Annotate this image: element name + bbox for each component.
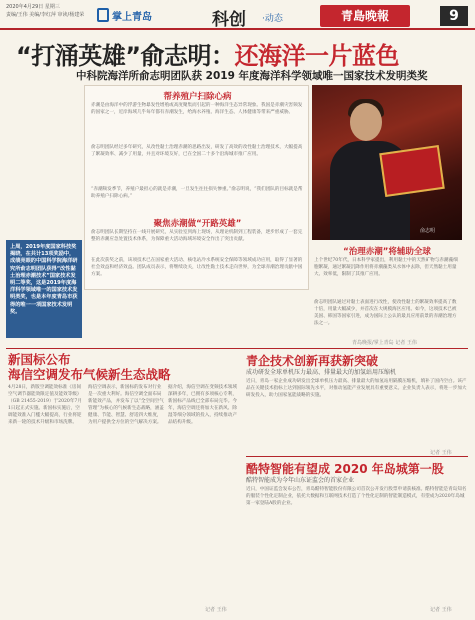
byline: 记者 王伟 — [430, 450, 452, 456]
photo-face — [350, 103, 382, 141]
byline: 青岛晚报/掌上青岛 记者 王伟 — [352, 340, 417, 346]
lead-headline-part2: 俞志明： — [140, 42, 235, 70]
article-paragraph: 赤潮是由海洋中的浮游生物暴发性增殖或高度聚集而引起的一种海洋生态异常现象。我国是赤潮灾害频发的国家之一，近岸海域几乎每年都有赤潮发生，给海水养殖、海洋生态、人体健康等带来严重威胁。 — [91, 103, 303, 115]
headline-line2: 海信空调发布气候新生态战略 — [8, 367, 171, 382]
headline-line1: 新国标公布 — [8, 352, 71, 367]
article-heading: 帮养殖户扫除心病 — [163, 92, 232, 102]
portrait-photo — [312, 85, 462, 240]
article-paragraph: 4月28日，新版空调能效标准《房间空气调节器能效限定值及能效等级》（GB 21455-2019）于2020年7月1日起正式实施。新国标实施后，空调能效准入门槛大幅提高，行业将迎来新一轮的技术升级和市场洗牌。 — [8, 385, 82, 425]
page-header — [0, 0, 475, 30]
tablet-icon — [97, 8, 109, 22]
article-paragraph: 上个世纪70年代，日本科学家提出，利用黏土中的天然矿物与赤潮藻细胞絮凝，通过絮凝沉降作用将赤潮藻类从水体中去除，但天然黏土用量大、效率低，限制了其推广应用。 — [314, 258, 458, 277]
article-paragraph: 俞志明团队经过多年研究，从改性黏土治理赤潮的思路出发，研发了高效的改性黏土治理技术，大幅提高了絮凝效率、减少了用量，并且对环境友好，已在全国二十多个沿海城市推广应用。 — [91, 145, 303, 157]
bottom-left-headline — [8, 352, 171, 382]
article-paragraph: 近日，中国证监会发布公告，青岛酷特智能股份有限公司首次公开发行股票申请获核准。酷特智能是青岛知名的服装个性化定制企业，依托大数据和互联网技术打造了个性化定制的智能制造模式，有望成为2020年岛城第一家登陆A股的企业。 — [246, 487, 467, 506]
article-paragraph: “赤潮频发季节，养殖户最担心的就是赤潮，一旦发生往往损失惨重。”俞志明说，“我们团队的目标就是帮助养殖户扫除心病。” — [91, 187, 303, 199]
lead-headline — [16, 36, 399, 71]
article-paragraph: 俞志明团队通过对黏土表面进行改性，使改性黏土的絮凝效率提高了数十倍，用量大幅减少，并首次在大规模海区应用。如今，这项技术已被美国、韩国等国家引进，成为国际上公认的最具应用前景的赤潮治理方法之一。 — [314, 300, 457, 326]
bottom-right-headline-1: 青企技术创新再获新突破 — [246, 354, 379, 368]
article-paragraph: 俞志明团队长期坚持在一线开展研究，从实验室到海上现场，从理论机制到工程装备，逐步形成了一套完整的赤潮应急处置技术体系，为保障重大活动海域环境安全作出了突出贡献。 — [91, 230, 303, 242]
certificate — [379, 145, 445, 197]
lead-headline-part1: “打涌英雄” — [16, 42, 141, 70]
article-heading: 聚焦赤潮做“开路英雄” — [153, 219, 242, 229]
byline: 记者 王伟 — [205, 607, 227, 613]
bottom-right-headline-2: 酷特智能有望成 2020 年岛城第一股 — [246, 462, 444, 476]
article-paragraph: 在此次获奖之前，该项技术已在国家重大活动、核电站冷水系统安全保障等领域成功应用，取得了显著的社会效益和经济效益。团队成员表示，将继续攻关，让改性黏土技术走向世界，为全球赤潮治理贡献中国方案。 — [91, 258, 303, 277]
newspaper-logo: 青島晚報 — [320, 5, 410, 27]
editor-line: 责编/王伟 美编/李红萍 审读/杨建荣 — [6, 12, 85, 18]
bottom-right-subheadline-2: 酷特智能成为今年山东证监会的首家企业 — [246, 477, 355, 484]
lead-subtitle: 中科院海洋所俞志明团队获 2019 年度海洋科学领域唯一国家技术发明类奖 — [76, 70, 428, 82]
date-line: 2020年4月29日 星期三 — [6, 4, 60, 10]
article-paragraph: 近日，青岛一家企业成功研发出全球单机压力最高、排量最大的加氢站用隔膜压缩机，填补了国内空白。该产品在关键技术指标上达到国际领先水平，对推动氢能产业发展具有重要意义。企业负责人表示，将进一步加大研发投入，助力国家氢能战略的实施。 — [246, 379, 467, 398]
summary-box: 上周，2019年度国家科技奖揭晓，在共计13项奖励中，成绩亮眼的中国科学院海洋研究所俞志明团队获得“改性黏土治理赤潮技术”国家技术发明二等奖，这是2019年度海洋科学领域唯一的国家技术发明类奖，也是本年度青岛市获得的唯一一项国家技术发明奖。 — [6, 240, 82, 338]
right-article — [312, 245, 462, 347]
byline: 记者 王伟 — [430, 607, 452, 613]
section-title: 科创 — [212, 10, 246, 30]
article-paragraph: 据介绍，海信空调在变频技术领域深耕多年，已拥有多项核心专利，新国标产品线已全部布局完毕。今年，海信空调还将加大在新风、除湿等细分领域的投入，持续推动产品结构升级。 — [168, 385, 237, 425]
section-subtitle: ·动态 — [262, 14, 283, 24]
bottom-right-subheadline-1: 成功研发全球单机压力最高、排量最大的加氢站用压缩机 — [246, 369, 397, 376]
app-name: 掌上青岛 — [112, 12, 152, 23]
divider — [6, 348, 468, 349]
main-article-box — [84, 85, 309, 290]
photo-caption: 俞志明 — [420, 228, 436, 234]
page-number: 9 — [440, 6, 468, 26]
article-paragraph: 海信空调表示，新国标的发布对行业是一次重大利好。海信空调全面布局新能效产品，并发布了以“全空间空气管理”为核心的气候新生态战略，涵盖健康、节能、智慧、舒适四大维度，为用户提供全方位的空气解决方案。 — [88, 385, 164, 425]
divider — [246, 456, 468, 457]
article-heading: “治理赤潮”将辅助全球 — [343, 247, 431, 257]
lead-headline-part3: 还海洋一片蓝色 — [234, 42, 400, 70]
